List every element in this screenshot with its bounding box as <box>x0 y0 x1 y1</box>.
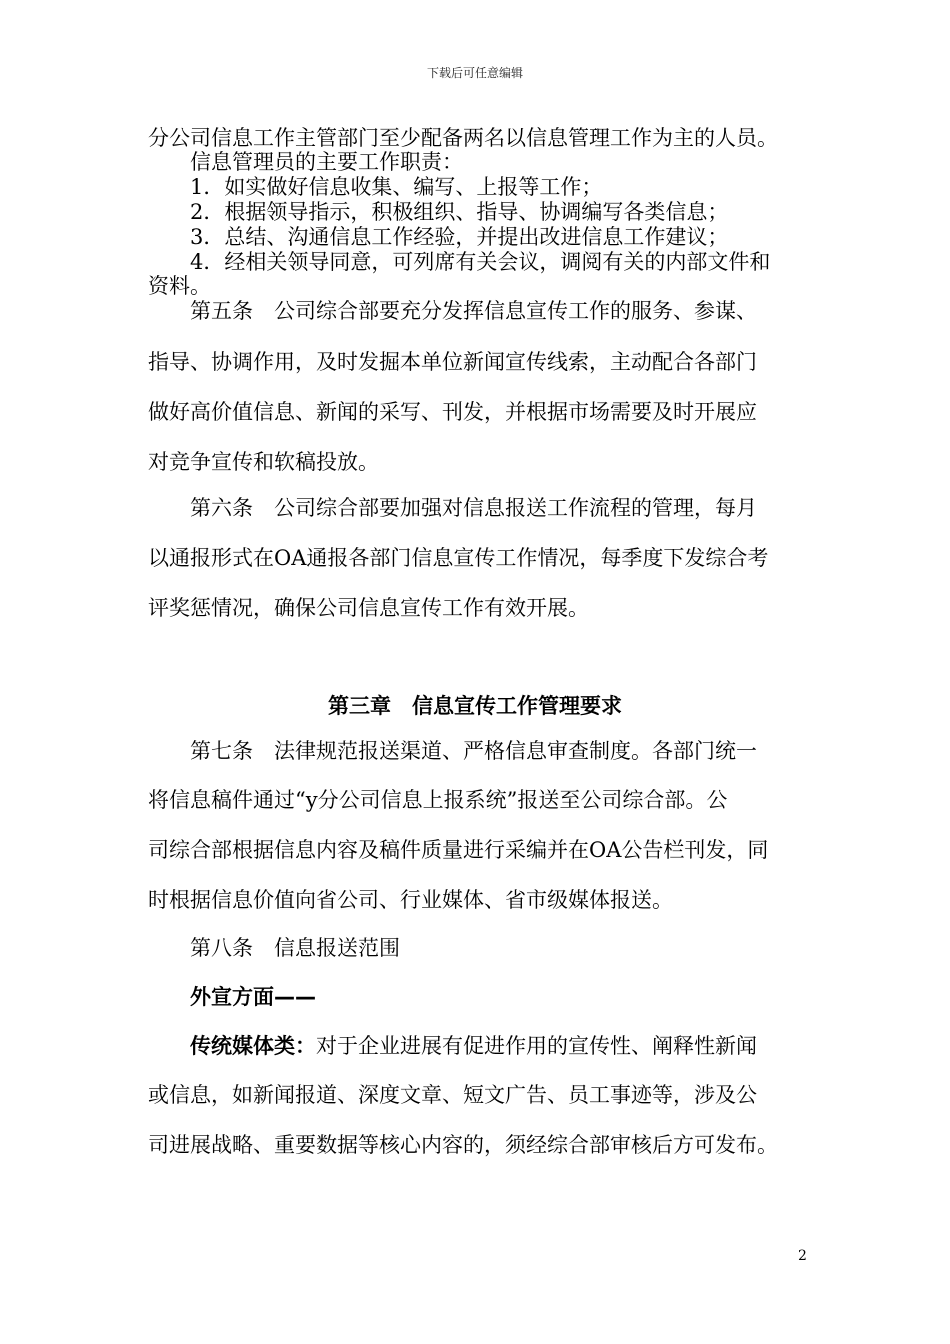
article-5-line: 第五条 公司综合部要充分发挥信息宣传工作的服务、参谋、 <box>190 299 757 323</box>
page-header: 下载后可任意编辑 <box>426 66 523 80</box>
list-item: 2．根据领导指示，积极组织、指导、协调编写各类信息； <box>190 200 729 224</box>
article-6-line: 评奖惩情况，确保公司信息宣传工作有效开展。 <box>148 596 589 620</box>
media-paragraph-line: 司进展战略、重要数据等核心内容的，须经综合部审核后方可发布。 <box>148 1133 778 1157</box>
article-7-line: 司综合部根据信息内容及稿件质量进行采编并在OA公告栏刊发，同 <box>148 838 769 862</box>
page-number: 2 <box>798 1248 807 1264</box>
article-5-line: 对竞争宣传和软稿投放。 <box>148 450 379 474</box>
section-label: 外宣方面—— <box>190 985 316 1009</box>
list-item: 4．经相关领导同意，可列席有关会议，调阅有关的内部文件和 <box>190 250 771 274</box>
media-text: 对于企业进展有促进作用的宣传性、阐释性新闻 <box>316 1034 757 1058</box>
article-7-line: 将信息稿件通过“y分公司信息上报系统”报送至公司综合部。公 <box>148 788 728 812</box>
article-7-line: 第七条 法律规范报送渠道、严格信息审查制度。各部门统一 <box>190 739 757 763</box>
text-line: 资料。 <box>148 274 211 298</box>
media-paragraph-line <box>190 1034 757 1058</box>
list-item: 1．如实做好信息收集、编写、上报等工作； <box>190 175 603 199</box>
article-5-line: 指导、协调作用，及时发掘本单位新闻宣传线索，主动配合各部门 <box>148 350 757 374</box>
article-5-line: 做好高价值信息、新闻的采写、刊发，并根据市场需要及时开展应 <box>148 400 757 424</box>
article-8-line: 第八条 信息报送范围 <box>190 936 400 960</box>
chapter-heading: 第三章 信息宣传工作管理要求 <box>328 694 622 718</box>
media-paragraph-line: 或信息，如新闻报道、深度文章、短文广告、员工事迹等，涉及公 <box>148 1083 757 1107</box>
text-line: 分公司信息工作主管部门至少配备两名以信息管理工作为主的人员。 <box>148 126 778 150</box>
media-category-label: 传统媒体类： <box>190 1034 316 1058</box>
article-6-line: 以通报形式在OA通报各部门信息宣传工作情况，每季度下发综合考 <box>148 546 769 570</box>
list-item: 3．总结、沟通信息工作经验，并提出改进信息工作建议； <box>190 225 729 249</box>
article-7-line: 时根据信息价值向省公司、行业媒体、省市级媒体报送。 <box>148 888 673 912</box>
text-line: 信息管理员的主要工作职责： <box>190 150 463 174</box>
article-6-line: 第六条 公司综合部要加强对信息报送工作流程的管理，每月 <box>190 496 757 520</box>
